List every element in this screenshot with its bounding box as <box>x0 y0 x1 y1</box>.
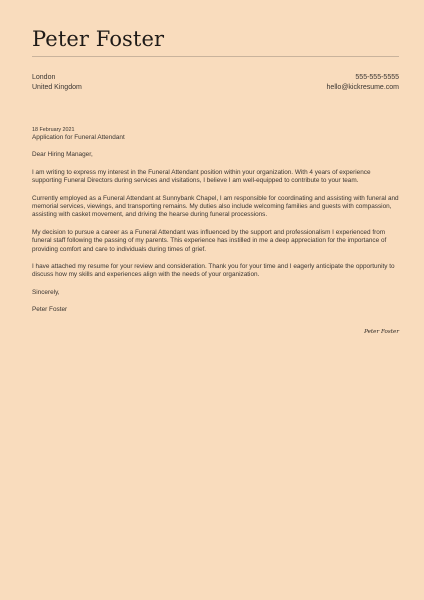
letter-subject: Application for Funeral Attendant <box>32 134 125 141</box>
applicant-name: Peter Foster <box>32 27 165 51</box>
letter-paragraph: Currently employed as a Funeral Attendant at Sunnybank Chapel, I am responsible for coordinating and assisting with funeral and memorial services, viewings, and transporting remains. My duties also include welcoming families and guests with compassion, assisting with casket movement, and driving the hearse during funeral processions. <box>32 194 399 219</box>
letter-paragraph: I have attached my resume for your review and consideration. Thank you for your time and I eagerly anticipate the opportunity to discuss how my skills and experiences align with the needs of your organization. <box>32 263 395 279</box>
letter-paragraph: My decision to pursue a career as a Funeral Attendant was influenced by the support and professionalism I experienced from funeral staff following the passing of my parents. This experience has instilled in me a deep appreciation for the importance of providing comfort and care to individuals during times of grief. <box>32 228 387 253</box>
letter-body <box>32 127 402 324</box>
phone-number: 555-555-5555 <box>355 74 399 81</box>
letter-paragraph: I am writing to express my interest in the Funeral Attendant position within your organization. With 4 years of experience supporting Funeral Directors during services and visitations, I believe I am well-equipped to contribute to your team. <box>32 168 371 185</box>
contact-block <box>327 73 399 93</box>
signature-name: Peter Foster <box>32 306 68 314</box>
address-country: United Kingdom <box>32 84 82 91</box>
address-block <box>32 73 82 93</box>
letter-date: 18 February 2021 <box>32 127 75 133</box>
email-address: hello@kickresume.com <box>326 84 399 91</box>
header-divider <box>32 56 399 57</box>
letter-greeting: Dear Hiring Manager, <box>32 151 93 159</box>
handwritten-signature: Peter Foster <box>364 329 399 335</box>
address-city: London <box>32 74 56 81</box>
letter-closing: Sincerely, <box>32 288 60 296</box>
